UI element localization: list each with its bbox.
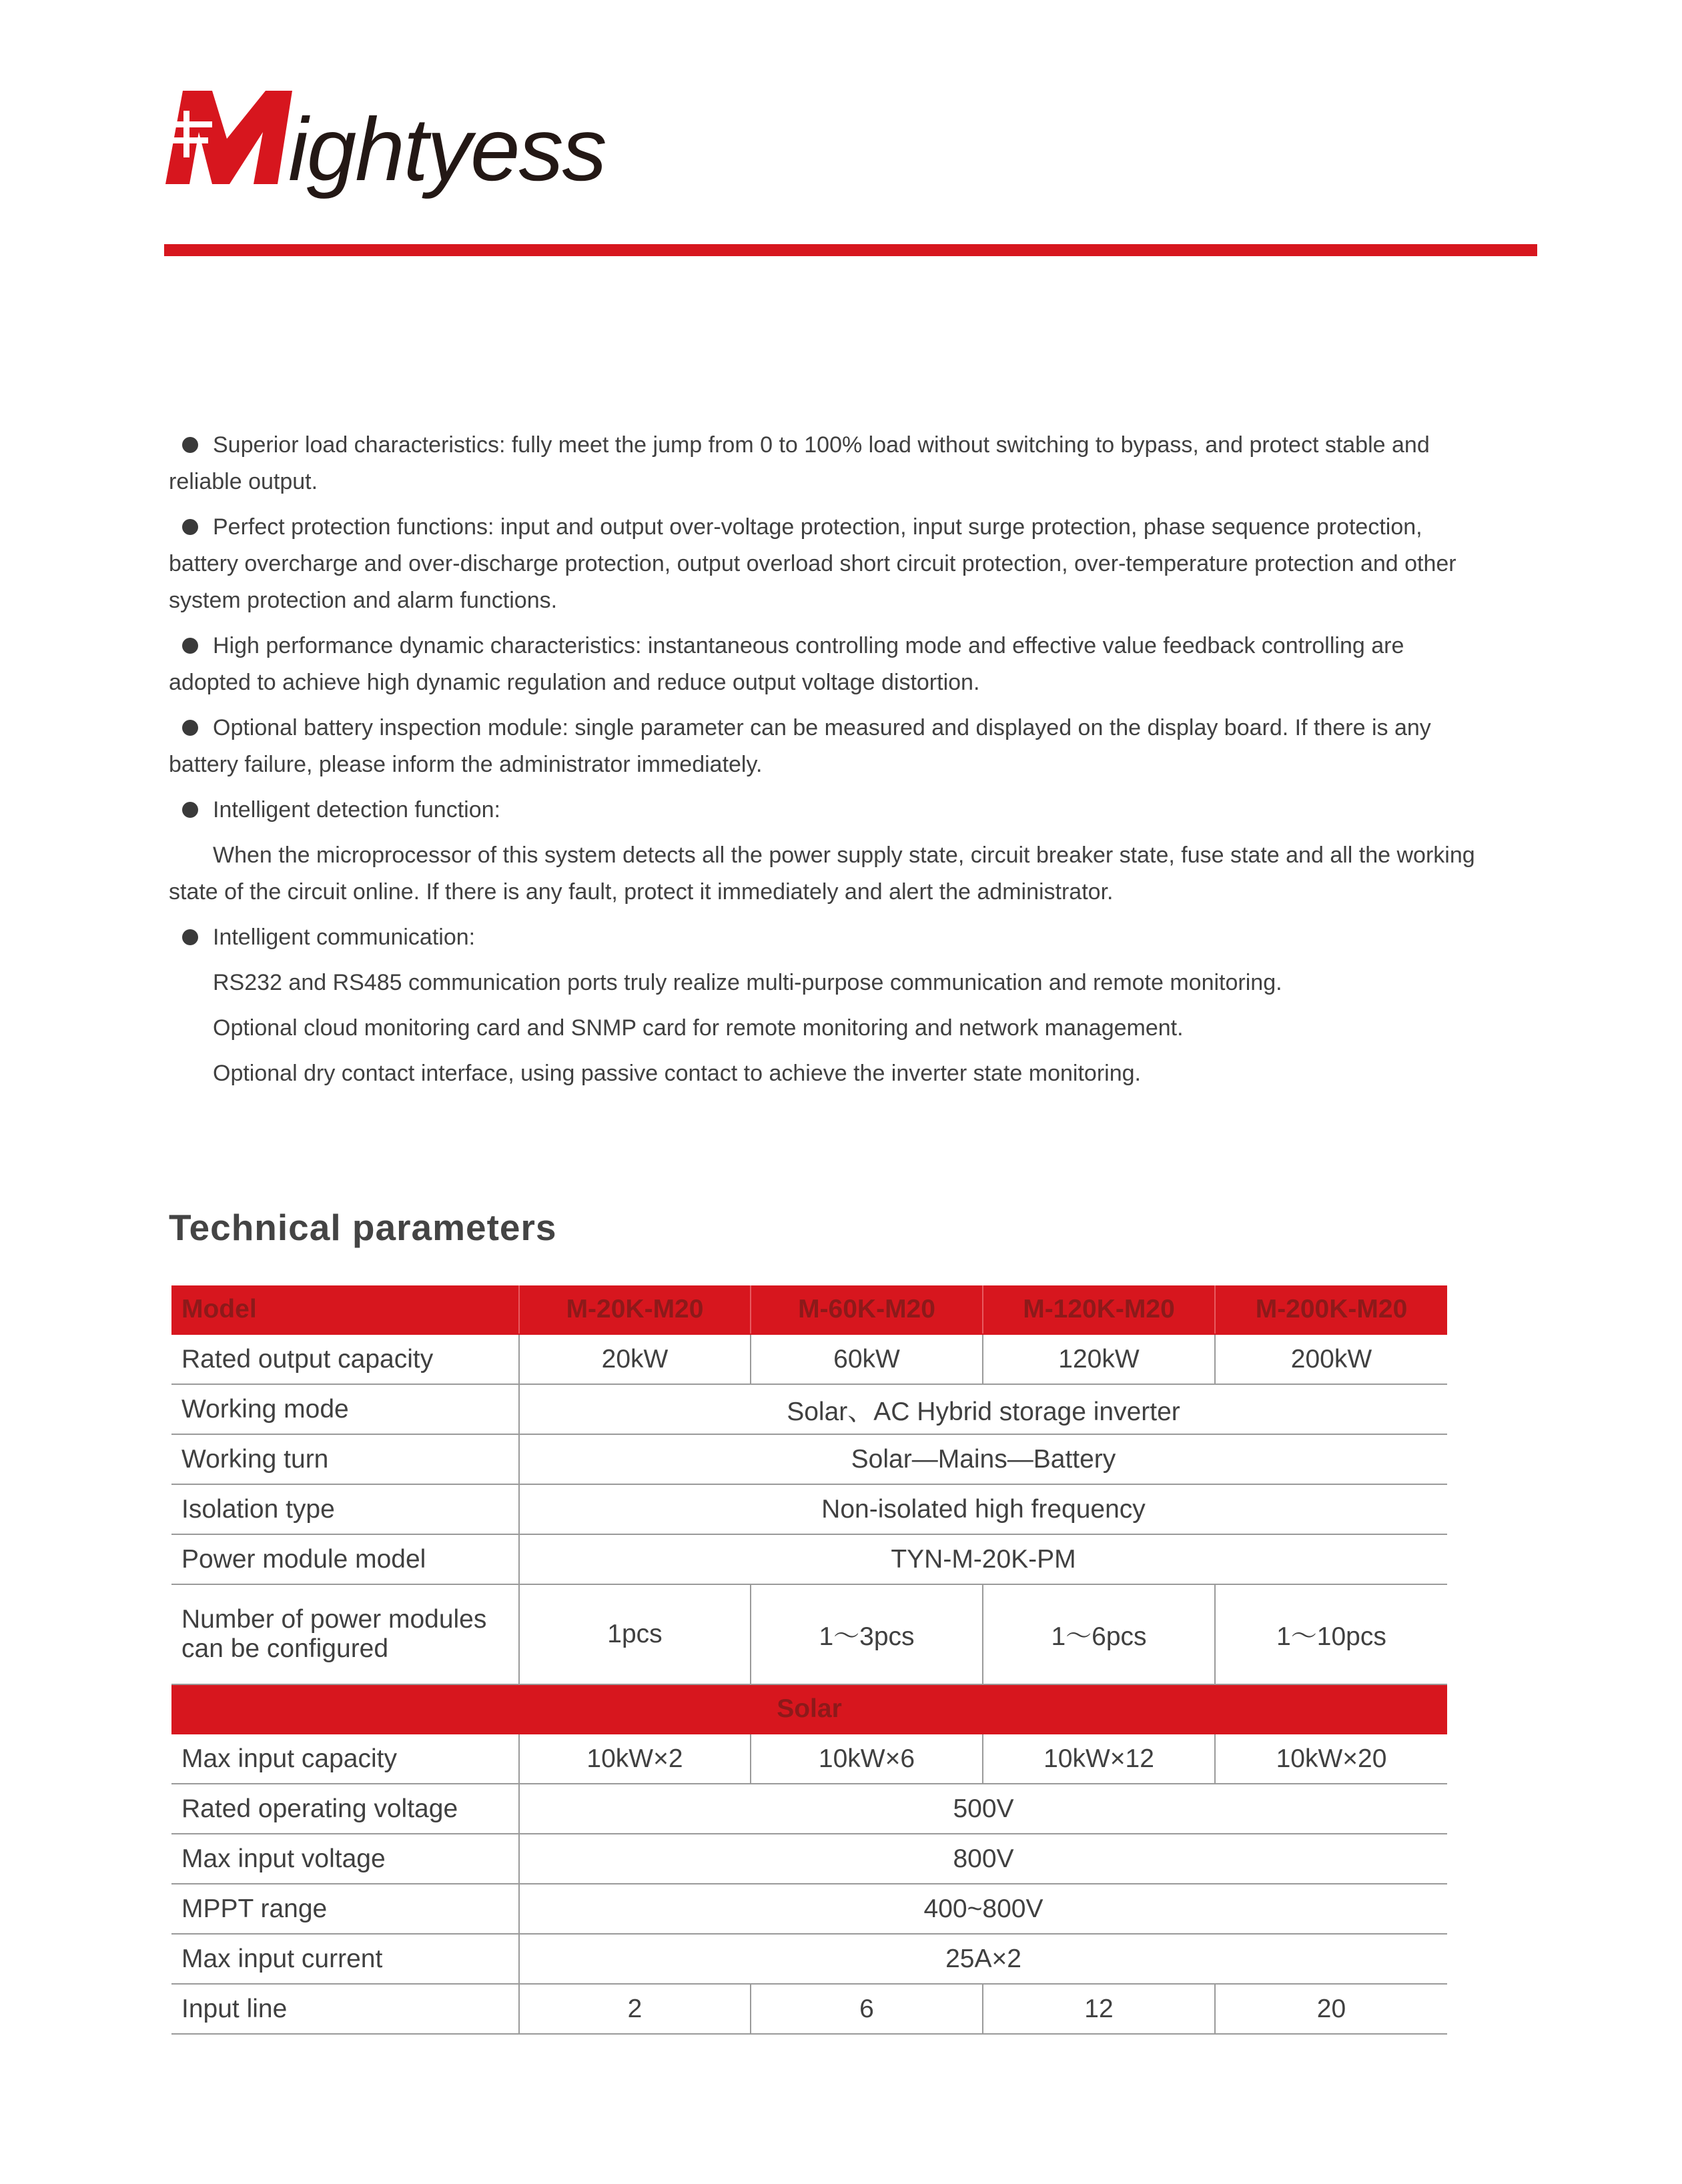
table-row bbox=[171, 1584, 1447, 1684]
row-value: Solar、AC Hybrid storage inverter bbox=[519, 1384, 1447, 1434]
parameters-table bbox=[171, 1285, 1447, 2035]
row-label: Max input capacity bbox=[171, 1734, 519, 1784]
feature-text: Intelligent communication: bbox=[213, 925, 476, 950]
row-value: 10kW×2 bbox=[519, 1734, 751, 1784]
row-label: Rated output capacity bbox=[171, 1334, 519, 1384]
feature-text: Optional battery inspection module: single parameter can be measured and displayed on the display board. If there is any battery failure, please inform the administrator immediately. bbox=[169, 715, 1431, 777]
bullet-icon bbox=[182, 519, 198, 535]
row-value: 400~800V bbox=[519, 1884, 1447, 1934]
table-row bbox=[171, 1434, 1447, 1484]
table-row bbox=[171, 1784, 1447, 1834]
row-label: Power module model bbox=[171, 1534, 519, 1584]
row-label: Working mode bbox=[171, 1384, 519, 1434]
table-row bbox=[171, 1384, 1447, 1434]
row-label: Max input current bbox=[171, 1934, 519, 1984]
feature-detail bbox=[169, 837, 1477, 911]
row-value: 20kW bbox=[519, 1334, 751, 1384]
feature-text: Perfect protection functions: input and output over-voltage protection, input surge protection, phase sequence protection, battery overcharge and over-discharge protection, output overload short circuit protection, over-temperature protection and other system protection and alarm functions. bbox=[169, 514, 1456, 613]
row-value: 1～6pcs bbox=[983, 1584, 1215, 1684]
feature-item bbox=[169, 628, 1477, 701]
feature-text: RS232 and RS485 communication ports truly realize multi-purpose communication and remote monitoring. bbox=[213, 970, 1282, 995]
feature-detail bbox=[169, 1010, 1477, 1047]
row-value: 1～3pcs bbox=[751, 1584, 983, 1684]
row-label: Max input voltage bbox=[171, 1834, 519, 1884]
feature-list bbox=[169, 427, 1477, 1101]
table-row bbox=[171, 1884, 1447, 1934]
feature-item bbox=[169, 509, 1477, 619]
bullet-icon bbox=[182, 720, 198, 736]
row-value: 1～10pcs bbox=[1215, 1584, 1447, 1684]
header-cell: M-120K-M20 bbox=[983, 1285, 1215, 1334]
feature-item bbox=[169, 919, 1477, 956]
row-value: 12 bbox=[983, 1984, 1215, 2034]
table-band-row bbox=[171, 1684, 1447, 1734]
feature-detail bbox=[169, 1055, 1477, 1092]
row-value: 10kW×20 bbox=[1215, 1734, 1447, 1784]
bullet-icon bbox=[182, 437, 198, 453]
row-label: MPPT range bbox=[171, 1884, 519, 1934]
brand-logo bbox=[165, 91, 606, 217]
row-value: 60kW bbox=[751, 1334, 983, 1384]
feature-text: Optional dry contact interface, using passive contact to achieve the inverter state monitoring. bbox=[213, 1061, 1141, 1086]
feature-text: Superior load characteristics: fully meet the jump from 0 to 100% load without switching to bypass, and protect stable and reliable output. bbox=[169, 432, 1430, 494]
row-label: Number of power modules can be configured bbox=[171, 1584, 519, 1684]
row-value: 500V bbox=[519, 1784, 1447, 1834]
table-row bbox=[171, 1734, 1447, 1784]
row-value: 20 bbox=[1215, 1984, 1447, 2034]
feature-item bbox=[169, 427, 1477, 500]
feature-item bbox=[169, 792, 1477, 829]
header-cell: M-20K-M20 bbox=[519, 1285, 751, 1334]
logo-m-mark bbox=[165, 91, 292, 197]
table-row bbox=[171, 1484, 1447, 1534]
bullet-icon bbox=[182, 638, 198, 654]
row-value: TYN-M-20K-PM bbox=[519, 1534, 1447, 1584]
table-header-row bbox=[171, 1285, 1447, 1334]
table-row bbox=[171, 1834, 1447, 1884]
row-label: Isolation type bbox=[171, 1484, 519, 1534]
logo-wordmark: ightyess bbox=[288, 100, 606, 199]
row-label: Rated operating voltage bbox=[171, 1784, 519, 1834]
row-label: Working turn bbox=[171, 1434, 519, 1484]
row-value: 10kW×6 bbox=[751, 1734, 983, 1784]
row-value: 200kW bbox=[1215, 1334, 1447, 1384]
row-value: 25A×2 bbox=[519, 1934, 1447, 1984]
bullet-icon bbox=[182, 802, 198, 818]
row-value: 120kW bbox=[983, 1334, 1215, 1384]
feature-text: Intelligent detection function: bbox=[213, 797, 500, 823]
row-value: 10kW×12 bbox=[983, 1734, 1215, 1784]
band-solar: Solar bbox=[171, 1684, 1447, 1734]
row-value: 6 bbox=[751, 1984, 983, 2034]
feature-text: High performance dynamic characteristics: instantaneous controlling mode and effective value feedback controlling are adopted to achieve high dynamic regulation and reduce output voltage distortion. bbox=[169, 633, 1404, 695]
header-cell: M-200K-M20 bbox=[1215, 1285, 1447, 1334]
table-row bbox=[171, 1534, 1447, 1584]
feature-detail bbox=[169, 965, 1477, 1001]
feature-text: Optional cloud monitoring card and SNMP card for remote monitoring and network management. bbox=[213, 1015, 1184, 1041]
header-rule bbox=[164, 244, 1537, 256]
section-title: Technical parameters bbox=[169, 1207, 557, 1248]
feature-item bbox=[169, 710, 1477, 783]
bullet-icon bbox=[182, 929, 198, 945]
table-row bbox=[171, 1334, 1447, 1384]
row-value: 1pcs bbox=[519, 1584, 751, 1684]
row-label: Input line bbox=[171, 1984, 519, 2034]
row-value: 2 bbox=[519, 1984, 751, 2034]
table-row bbox=[171, 1934, 1447, 1984]
header-cell: Model bbox=[171, 1285, 519, 1334]
header-cell: M-60K-M20 bbox=[751, 1285, 983, 1334]
row-value: 800V bbox=[519, 1834, 1447, 1884]
table-row bbox=[171, 1984, 1447, 2034]
feature-text: When the microprocessor of this system detects all the power supply state, circuit breaker state, fuse state and all the working state of the circuit online. If there is any fault, protect it immediately and alert the administrator. bbox=[169, 843, 1475, 905]
row-value: Solar—Mains—Battery bbox=[519, 1434, 1447, 1484]
row-value: Non-isolated high frequency bbox=[519, 1484, 1447, 1534]
